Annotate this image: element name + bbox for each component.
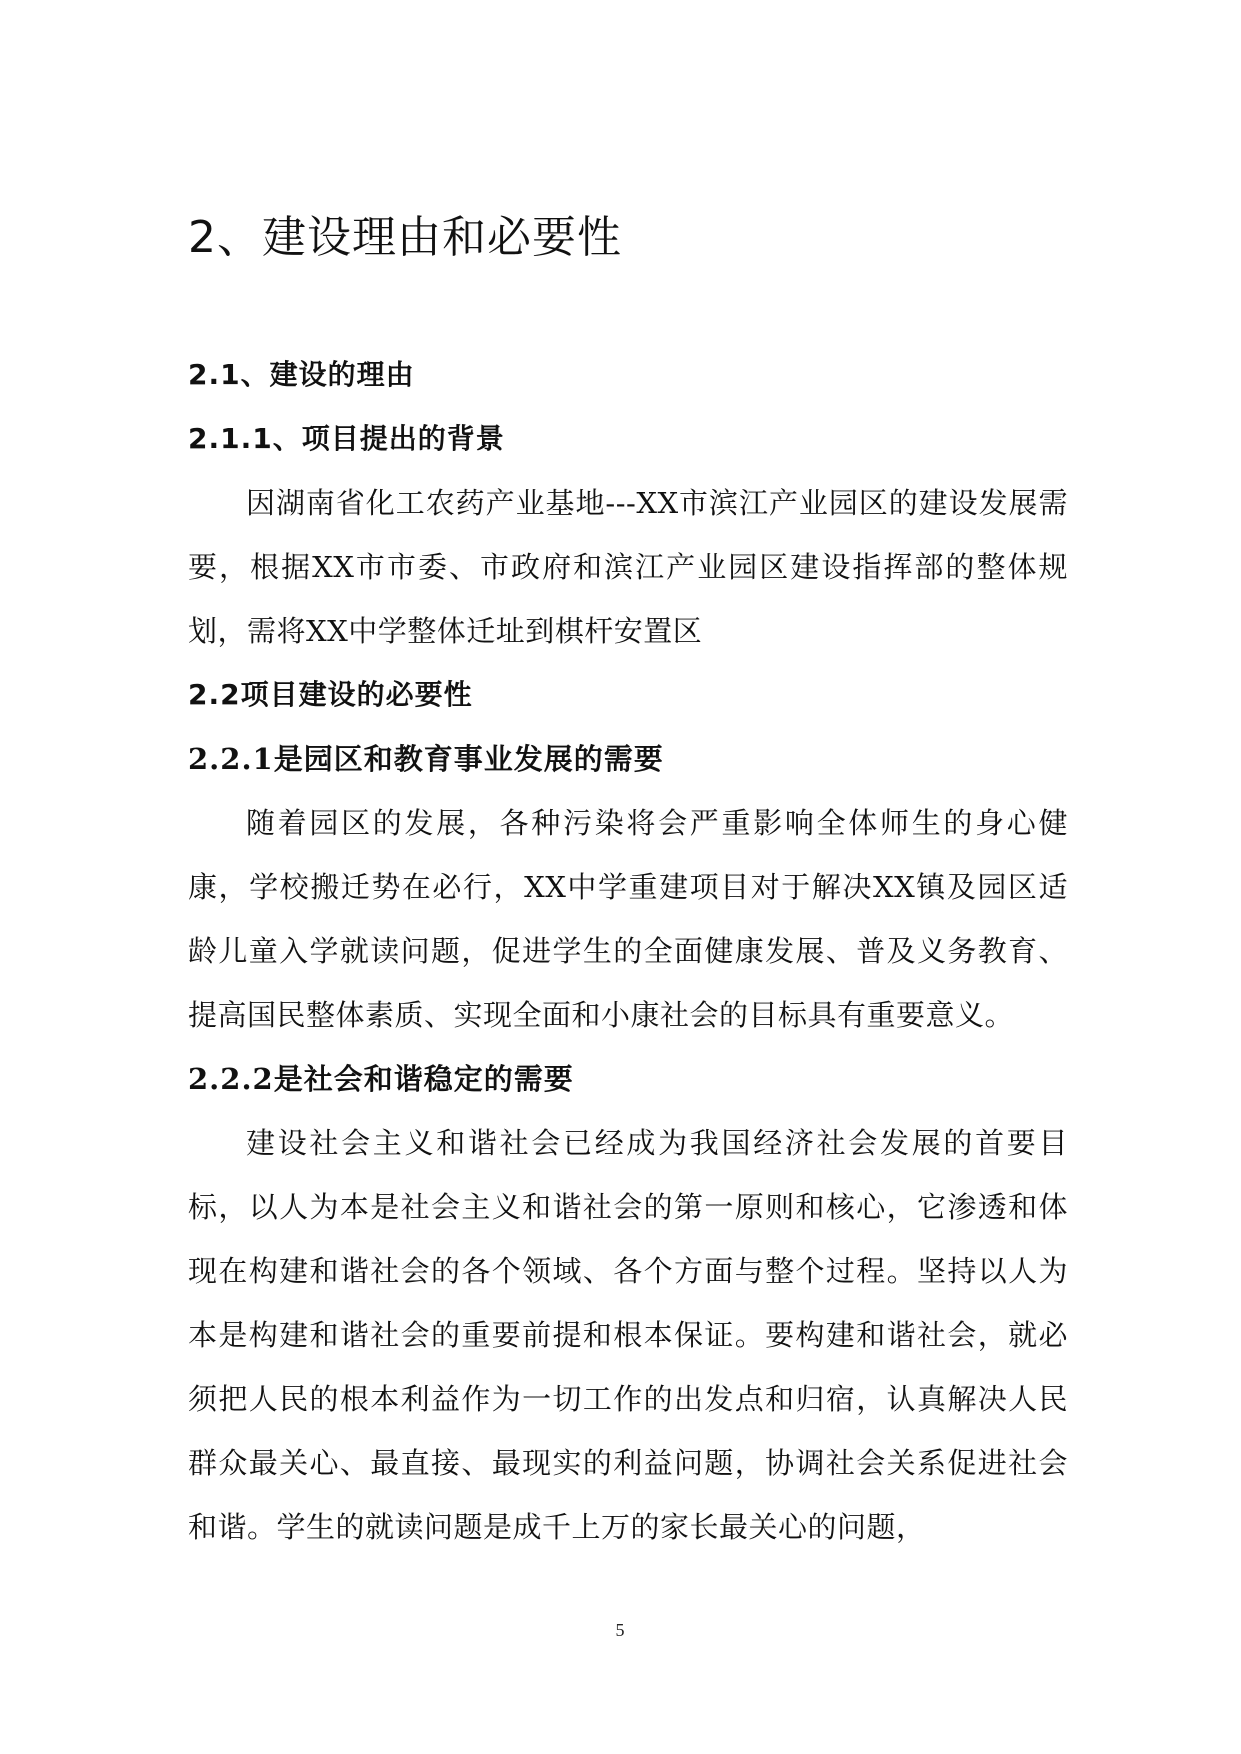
section-heading-2-2-2: 2.2.2是社会和谐稳定的需要 (188, 1062, 574, 1096)
section-heading-2-2-1: 2.2.1是园区和教育事业发展的需要 (188, 742, 664, 776)
page-number: 5 (615, 1620, 625, 1640)
section-heading-2-2: 2.2项目建设的必要性 (188, 678, 473, 711)
section-heading-2-1: 2.1、建设的理由 (188, 358, 415, 391)
chapter-title: 2、建设理由和必要性 (188, 212, 622, 263)
document-body (188, 343, 1068, 1559)
section-heading-2-1-1: 2.1.1、项目提出的背景 (188, 422, 505, 455)
paragraph-project-background: 因湖南省化工农药产业基地---XX市滨江产业园区的建设发展需要，根据XX市市委、市政府和滨江产业园区建设指挥部的整体规划，需将XX中学整体迁址到棋杆安置区 (188, 486, 1068, 648)
paragraph-park-education-needs: 随着园区的发展，各种污染将会严重影响全体师生的身心健康，学校搬迁势在必行，XX中学重建项目对于解决XX镇及园区适龄儿童入学就读问题，促进学生的全面健康发展、普及义务教育、提高国民整体素质、实现全面和小康社会的目标具有重要意义。 (188, 806, 1068, 1032)
paragraph-social-harmony: 建设社会主义和谐社会已经成为我国经济社会发展的首要目标，以人为本是社会主义和谐社会的第一原则和核心，它渗透和体现在构建和谐社会的各个领域、各个方面与整个过程。坚持以人为本是构建和谐社会的重要前提和根本保证。要构建和谐社会，就必须把人民的根本利益作为一切工作的出发点和归宿，认真解决人民群众最关心、最直接、最现实的利益问题，协调社会关系促进社会和谐。学生的就读问题是成千上万的家长最关心的问题， (188, 1126, 1068, 1544)
